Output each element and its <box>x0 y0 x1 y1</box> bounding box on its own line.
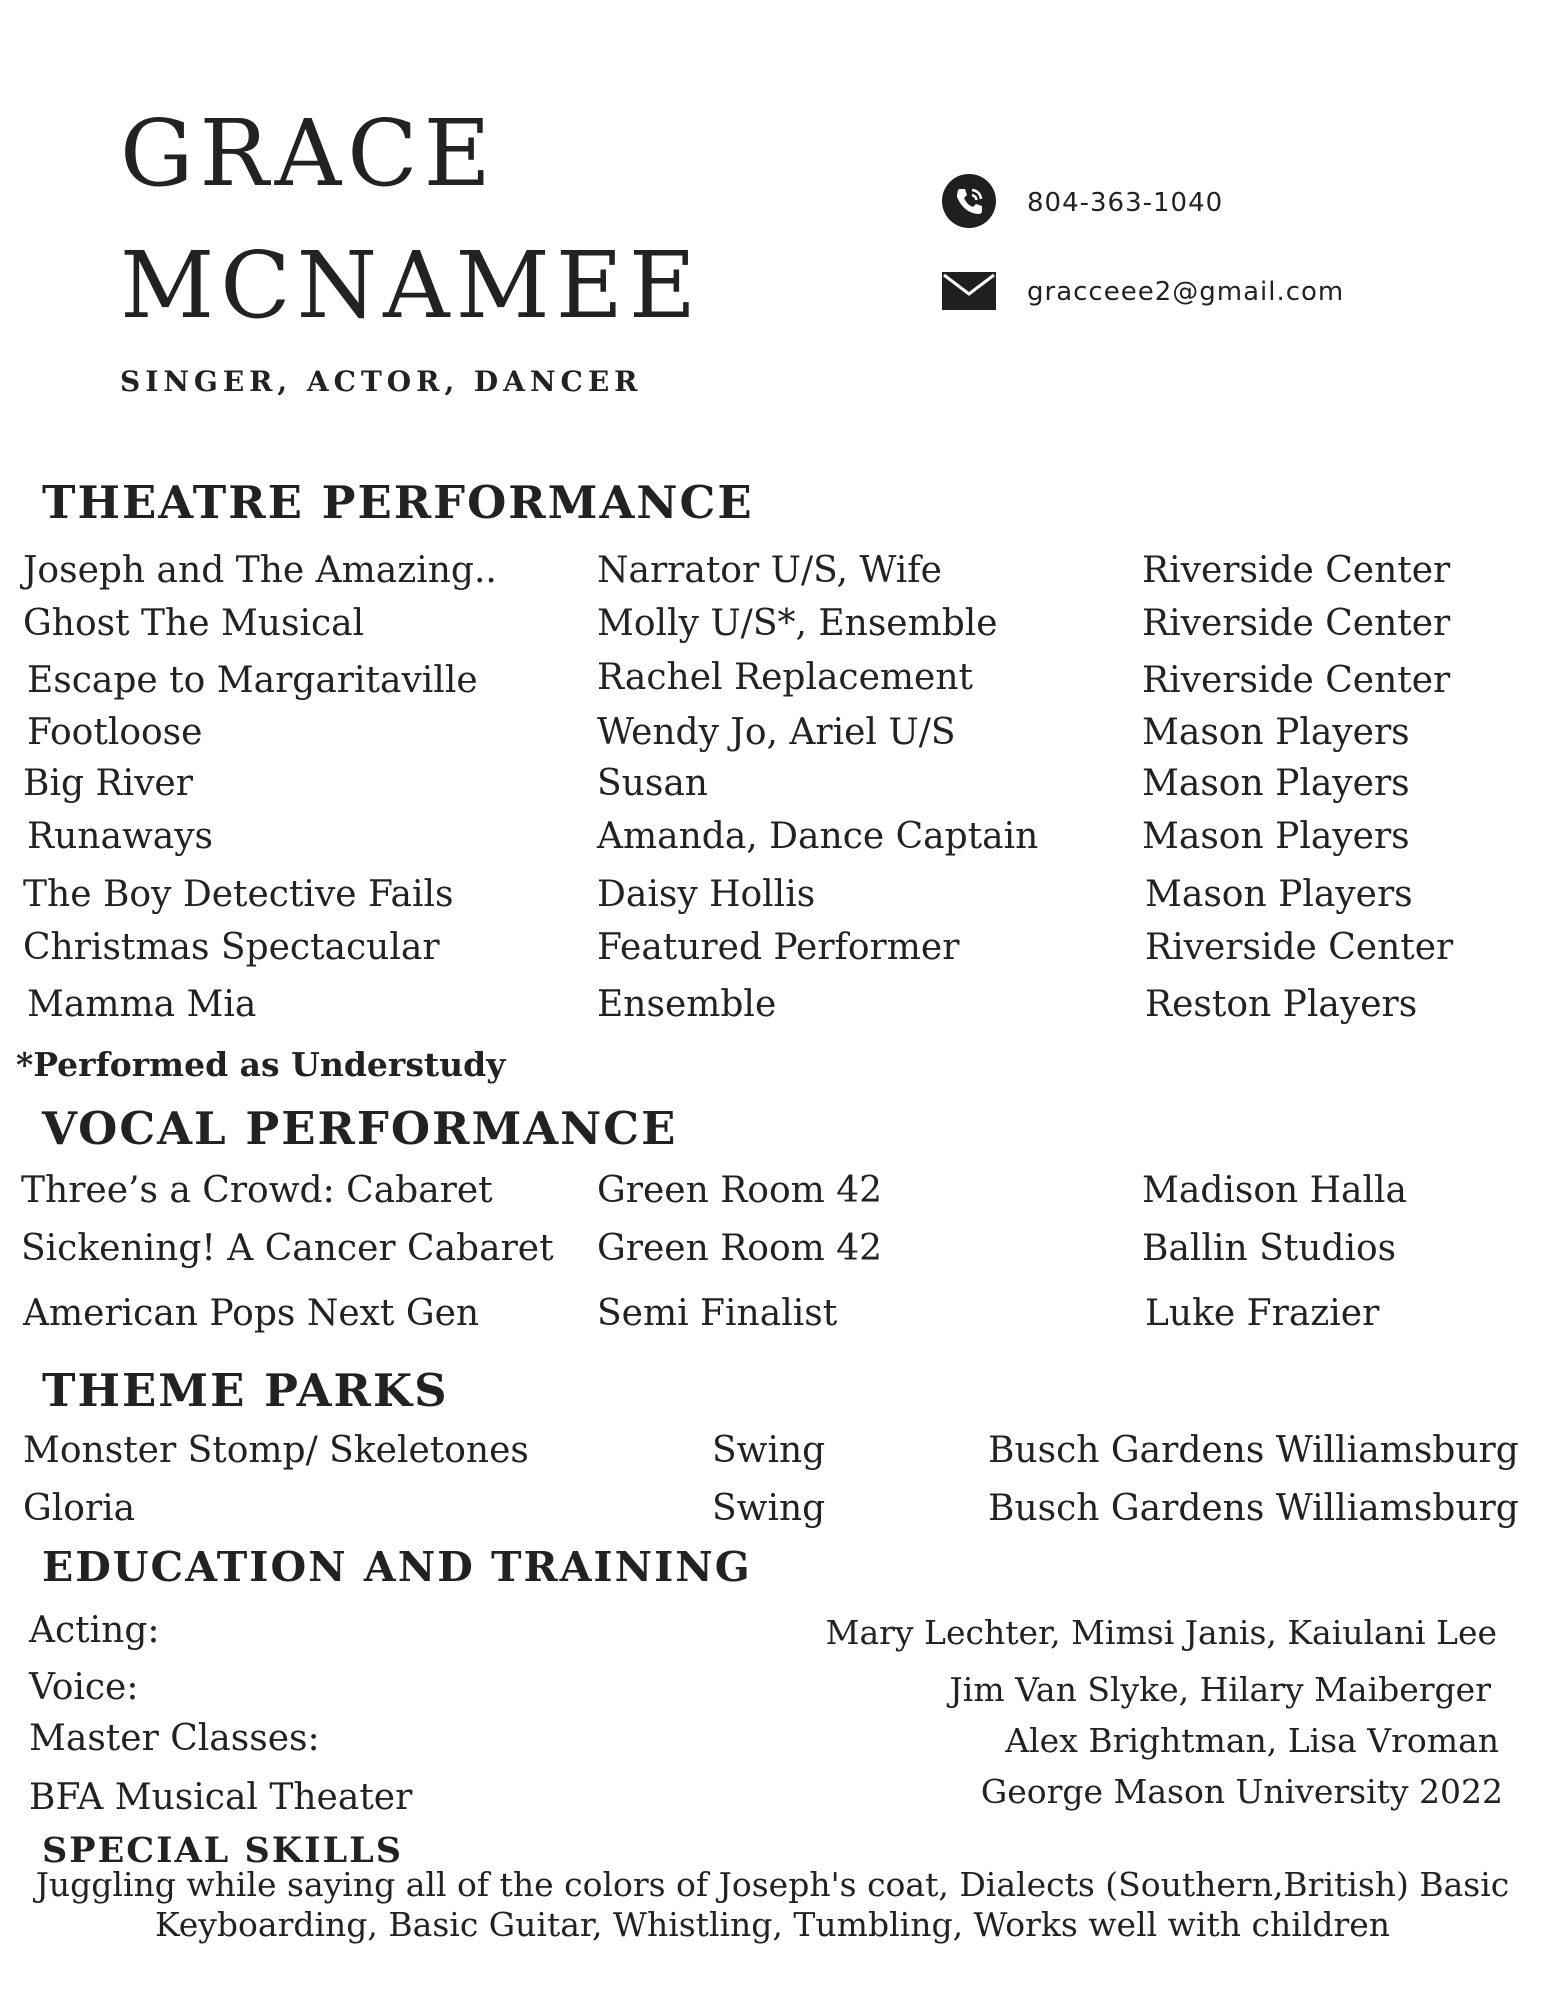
instructors: Alex Brightman, Lisa Vroman <box>1005 1721 1499 1760</box>
first-name: GRACE <box>120 100 497 207</box>
training-category: Voice: <box>29 1667 139 1708</box>
role: Wendy Jo, Ariel U/S <box>597 712 956 753</box>
venue: Mason Players <box>1142 816 1410 857</box>
school: George Mason University 2022 <box>980 1772 1503 1811</box>
role: Swing <box>712 1488 826 1529</box>
vocal-heading: VOCAL PERFORMANCE <box>42 1102 678 1155</box>
show-title: Christmas Spectacular <box>23 927 440 968</box>
email-address[interactable]: gracceee2@gmail.com <box>1027 277 1345 307</box>
result: Semi Finalist <box>597 1293 838 1334</box>
venue: Green Room 42 <box>597 1170 883 1211</box>
phone-icon <box>942 174 996 228</box>
venue: Mason Players <box>1142 763 1410 804</box>
skills-line: Keyboarding, Basic Guitar, Whistling, Tumbling, Works well with children <box>154 1905 1391 1944</box>
role: Swing <box>712 1430 826 1471</box>
instructors: Jim Van Slyke, Hilary Maiberger <box>949 1670 1491 1709</box>
role: Daisy Hollis <box>597 874 816 915</box>
venue: Reston Players <box>1145 984 1418 1025</box>
understudy-note: *Performed as Understudy <box>16 1045 506 1084</box>
role: Molly U/S*, Ensemble <box>597 603 998 644</box>
director: Madison Halla <box>1142 1170 1408 1211</box>
show-title: Escape to Margaritaville <box>27 660 478 701</box>
director: Luke Frazier <box>1145 1293 1380 1334</box>
envelope-icon <box>942 270 996 312</box>
show-title: Gloria <box>23 1488 136 1529</box>
education-heading: EDUCATION AND TRAINING <box>42 1543 752 1591</box>
theatre-heading: THEATRE PERFORMANCE <box>42 476 754 529</box>
venue: Riverside Center <box>1142 550 1451 591</box>
director: Ballin Studios <box>1142 1228 1397 1269</box>
theme-parks-heading: THEME PARKS <box>42 1364 449 1417</box>
role: Narrator U/S, Wife <box>597 550 942 591</box>
training-category: Acting: <box>29 1610 160 1651</box>
show-title: The Boy Detective Fails <box>23 874 454 915</box>
park: Busch Gardens Williamsburg <box>988 1430 1519 1471</box>
last-name: MCNAMEE <box>120 232 703 339</box>
venue: Mason Players <box>1145 874 1413 915</box>
show-title: Big River <box>23 763 193 804</box>
role: Rachel Replacement <box>597 657 973 698</box>
venue: Riverside Center <box>1142 660 1451 701</box>
skills-line: Juggling while saying all of the colors of Joseph's coat, Dialects (Southern,British) Basic <box>35 1865 1510 1904</box>
event-title: Sickening! A Cancer Cabaret <box>21 1228 554 1269</box>
venue: Green Room 42 <box>597 1228 883 1269</box>
venue: Mason Players <box>1142 712 1410 753</box>
venue: Riverside Center <box>1145 927 1454 968</box>
subtitle: SINGER, ACTOR, DANCER <box>120 365 643 398</box>
phone-number[interactable]: 804-363-1040 <box>1027 188 1224 218</box>
park: Busch Gardens Williamsburg <box>988 1488 1519 1529</box>
role: Ensemble <box>597 984 777 1025</box>
show-title: Joseph and The Amazing.. <box>23 550 497 591</box>
role: Susan <box>597 763 708 804</box>
role: Amanda, Dance Captain <box>597 816 1039 857</box>
show-title: Footloose <box>27 712 203 753</box>
show-title: Mamma Mia <box>27 984 257 1025</box>
show-title: Ghost The Musical <box>23 603 365 644</box>
event-title: American Pops Next Gen <box>23 1293 480 1334</box>
skills-heading: SPECIAL SKILLS <box>42 1830 404 1871</box>
event-title: Three’s a Crowd: Cabaret <box>21 1170 493 1211</box>
venue: Riverside Center <box>1142 603 1451 644</box>
skills-text <box>20 1865 1525 1945</box>
training-category: Master Classes: <box>29 1718 320 1759</box>
show-title: Runaways <box>27 816 214 857</box>
instructors: Mary Lechter, Mimsi Janis, Kaiulani Lee <box>825 1613 1497 1652</box>
degree: BFA Musical Theater <box>29 1777 413 1818</box>
show-title: Monster Stomp/ Skeletones <box>23 1430 529 1471</box>
role: Featured Performer <box>597 927 960 968</box>
